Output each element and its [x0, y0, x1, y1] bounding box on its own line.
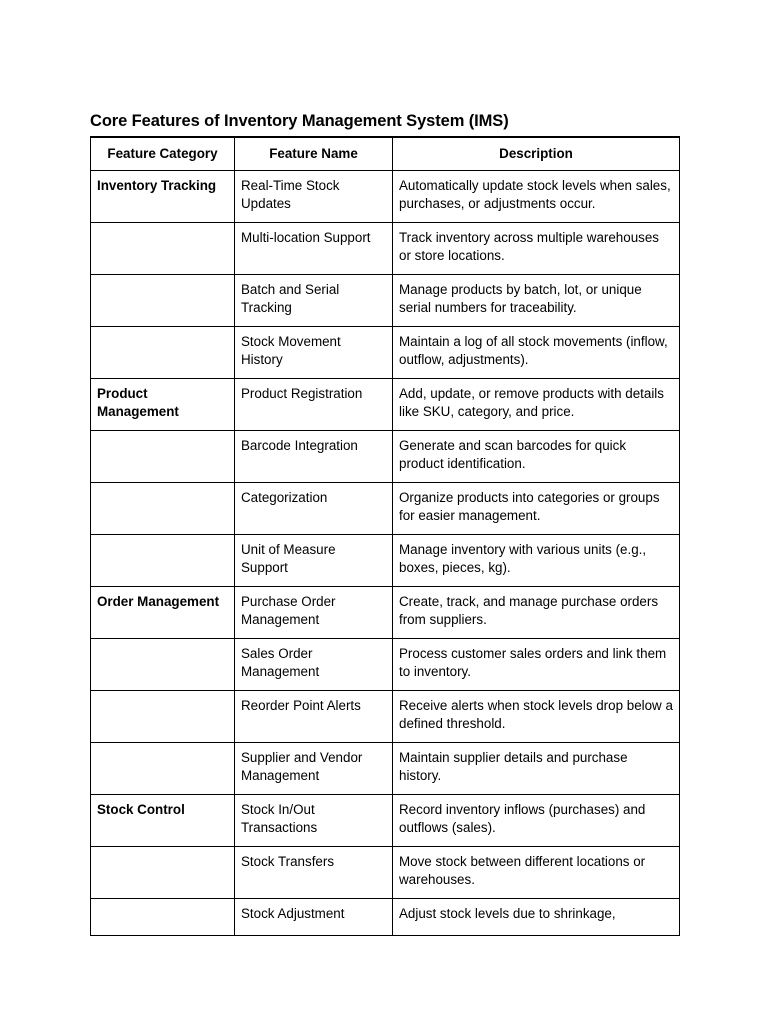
- table-row: [91, 586, 680, 638]
- category-cell: [91, 846, 235, 898]
- category-cell: [91, 274, 235, 326]
- description-cell: Generate and scan barcodes for quick product identification.: [393, 430, 680, 482]
- category-cell: [91, 690, 235, 742]
- feature-name-cell: Categorization: [235, 482, 393, 534]
- description-cell: Maintain a log of all stock movements (inflow, outflow, adjustments).: [393, 326, 680, 378]
- category-cell: Inventory Tracking: [91, 170, 235, 222]
- table-row: [91, 690, 680, 742]
- header-feature-name: Feature Name: [235, 137, 393, 170]
- feature-name-cell: Multi-location Support: [235, 222, 393, 274]
- description-cell: Add, update, or remove products with details like SKU, category, and price.: [393, 378, 680, 430]
- table-row: [91, 534, 680, 586]
- description-cell: Track inventory across multiple warehouses or store locations.: [393, 222, 680, 274]
- table-row: [91, 222, 680, 274]
- header-feature-category: Feature Category: [91, 137, 235, 170]
- table-body: [91, 170, 680, 935]
- table-header-row: [91, 137, 680, 170]
- description-cell: Receive alerts when stock levels drop below a defined threshold.: [393, 690, 680, 742]
- header-description: Description: [393, 137, 680, 170]
- description-cell: Manage inventory with various units (e.g., boxes, pieces, kg).: [393, 534, 680, 586]
- feature-name-cell: Stock Transfers: [235, 846, 393, 898]
- feature-name-cell: Real-Time Stock Updates: [235, 170, 393, 222]
- table-row: [91, 326, 680, 378]
- table-row: [91, 378, 680, 430]
- category-cell: [91, 430, 235, 482]
- category-cell: [91, 898, 235, 935]
- feature-name-cell: Stock Adjustment: [235, 898, 393, 935]
- features-table: [90, 136, 680, 936]
- description-cell: Create, track, and manage purchase orders from suppliers.: [393, 586, 680, 638]
- feature-name-cell: Reorder Point Alerts: [235, 690, 393, 742]
- category-cell: [91, 638, 235, 690]
- description-cell: Automatically update stock levels when sales, purchases, or adjustments occur.: [393, 170, 680, 222]
- page-title: Core Features of Inventory Management System (IMS): [90, 112, 509, 130]
- category-cell: [91, 326, 235, 378]
- table-row: [91, 430, 680, 482]
- table-row: [91, 794, 680, 846]
- description-cell: Organize products into categories or groups for easier management.: [393, 482, 680, 534]
- feature-name-cell: Batch and Serial Tracking: [235, 274, 393, 326]
- feature-name-cell: Purchase Order Management: [235, 586, 393, 638]
- category-cell: [91, 222, 235, 274]
- feature-name-cell: Stock Movement History: [235, 326, 393, 378]
- category-cell: Product Management: [91, 378, 235, 430]
- table-row: [91, 638, 680, 690]
- feature-name-cell: Unit of Measure Support: [235, 534, 393, 586]
- description-cell: Record inventory inflows (purchases) and outflows (sales).: [393, 794, 680, 846]
- description-cell: Maintain supplier details and purchase history.: [393, 742, 680, 794]
- feature-name-cell: Barcode Integration: [235, 430, 393, 482]
- table-row: [91, 170, 680, 222]
- category-cell: Stock Control: [91, 794, 235, 846]
- table-row: [91, 274, 680, 326]
- feature-name-cell: Product Registration: [235, 378, 393, 430]
- description-cell: Move stock between different locations or warehouses.: [393, 846, 680, 898]
- feature-name-cell: Supplier and Vendor Management: [235, 742, 393, 794]
- description-cell: Adjust stock levels due to shrinkage,: [393, 898, 680, 935]
- description-cell: Manage products by batch, lot, or unique serial numbers for traceability.: [393, 274, 680, 326]
- description-cell: Process customer sales orders and link them to inventory.: [393, 638, 680, 690]
- category-cell: Order Management: [91, 586, 235, 638]
- table-row: [91, 742, 680, 794]
- category-cell: [91, 482, 235, 534]
- table-row: [91, 482, 680, 534]
- category-cell: [91, 534, 235, 586]
- feature-name-cell: Stock In/Out Transactions: [235, 794, 393, 846]
- table-row: [91, 846, 680, 898]
- feature-name-cell: Sales Order Management: [235, 638, 393, 690]
- category-cell: [91, 742, 235, 794]
- table-row: [91, 898, 680, 935]
